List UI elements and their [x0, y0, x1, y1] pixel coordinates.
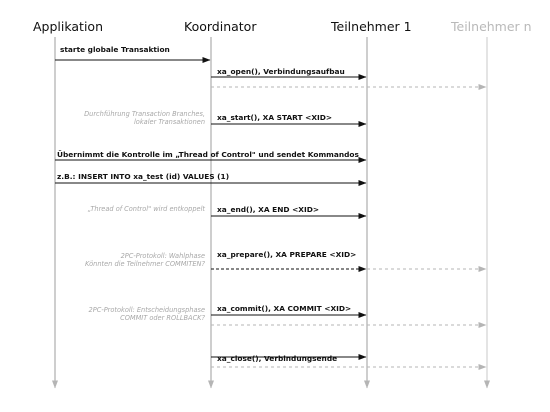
participant-koordinator: Koordinator — [184, 19, 257, 34]
message-label: xa_close(), Verbindungsende — [217, 354, 338, 363]
message-label: Übernimmt die Kontrolle im „Thread of Control" und sendet Kommandos — [57, 150, 359, 159]
note-line: COMMIT oder ROLLBACK? — [120, 314, 205, 322]
participant-teilnehmer-1: Teilnehmer 1 — [331, 19, 412, 34]
note-line: Durchführung Transaction Branches, — [84, 110, 205, 118]
message-label: starte globale Transaktion — [60, 45, 170, 54]
note-line: 2PC-Protokoll: Wahlphase — [120, 252, 205, 260]
note-line: „Thread of Control" wird entkoppelt — [87, 205, 205, 213]
message-label: xa_start(), XA START <XID> — [217, 113, 333, 122]
message-label: z.B.: INSERT INTO xa_test (id) VALUES (1) — [57, 172, 230, 181]
participant-applikation: Applikation — [33, 19, 103, 34]
note-decision-phase — [15, 306, 205, 322]
note-line: Könnten die Teilnehmer COMMITEN? — [85, 260, 205, 268]
message-label: xa_open(), Verbindungsaufbau — [217, 67, 345, 76]
note-line: lokaler Transaktionen — [133, 118, 205, 126]
message-label: xa_end(), XA END <XID> — [217, 205, 320, 214]
note-line: 2PC-Protokoll: Entscheidungsphase — [88, 306, 205, 314]
note-decoupled — [15, 205, 205, 213]
message-label: xa_prepare(), XA PREPARE <XID> — [217, 250, 357, 259]
message-label: xa_commit(), XA COMMIT <XID> — [217, 304, 352, 313]
note-branches — [15, 110, 205, 126]
participant-teilnehmer-n: Teilnehmer n — [451, 19, 532, 34]
note-voting-phase — [15, 252, 205, 268]
